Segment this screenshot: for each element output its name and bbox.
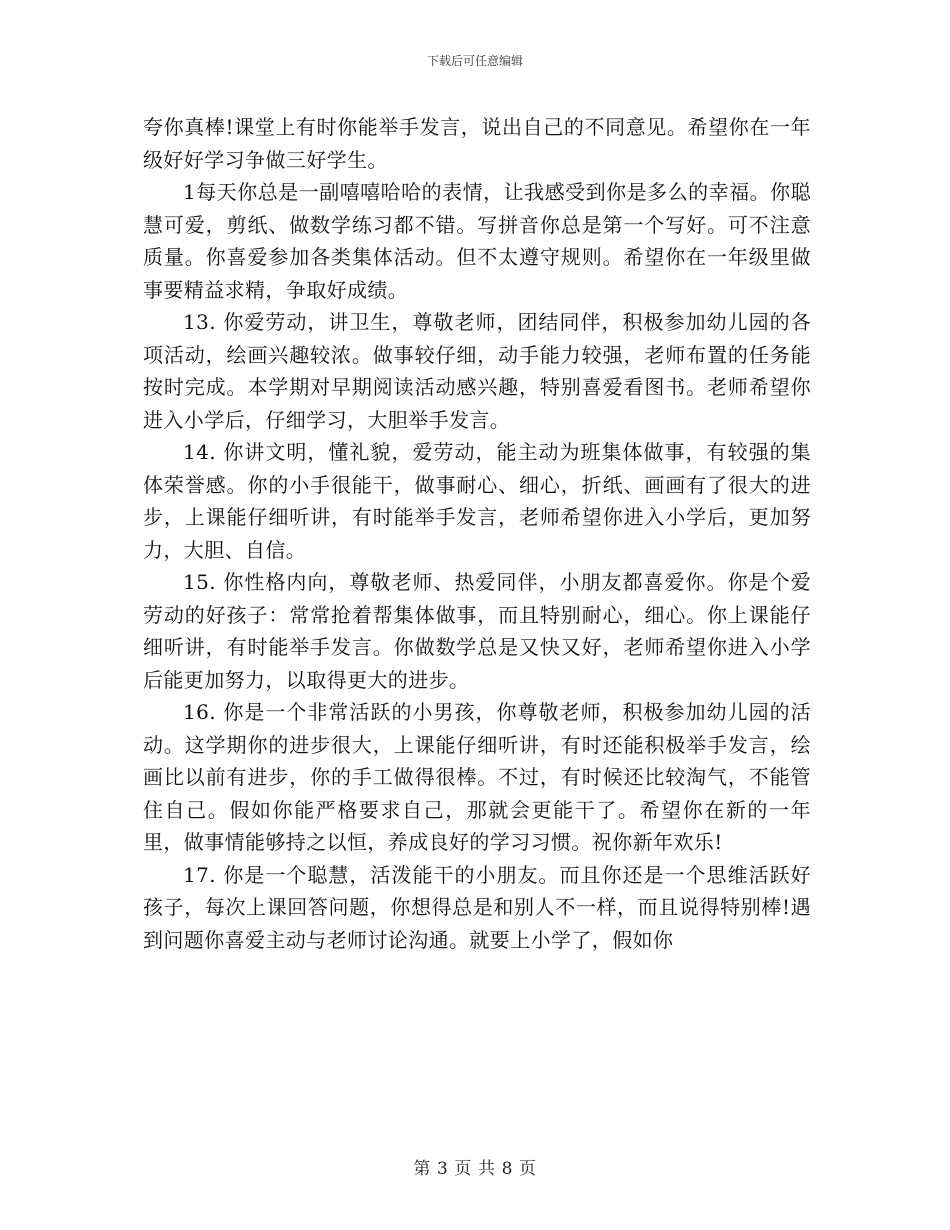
- paragraph-comment-15: 15. 你性格内向，尊敬老师、热爱同伴，小朋友都喜爱你。你是个爱劳动的好孩子：常常抢着帮集体做事，而且特别耐心，细心。你上课能仔细听讲，有时能举手发言。你做数学总是又快又好，老师希望你进入小学后能更加努力，以取得更大的进步。: [143, 570, 811, 692]
- paragraph-comment-1: 1每天你总是一副嘻嘻哈哈的表情，让我感受到你是多么的幸福。你聪慧可爱，剪纸、做数学练习都不错。写拼音你总是第一个写好。可不注意质量。你喜爱参加各类集体活动。但不太遵守规则。希望你在一年级里做事要精益求精，争取好成绩。: [143, 180, 811, 302]
- paragraph-comment-17: 17. 你是一个聪慧，活泼能干的小朋友。而且你还是一个思维活跃好孩子，每次上课回答问题，你想得总是和别人不一样，而且说得特别棒!遇到问题你喜爱主动与老师讨论沟通。就要上小学了，假如你: [143, 862, 811, 952]
- page-number-footer: 第 3 页 共 8 页: [413, 1159, 537, 1179]
- paragraph-comment-16: 16. 你是一个非常活跃的小男孩，你尊敬老师，积极参加幼儿园的活动。这学期你的进步很大，上课能仔细听讲，有时还能积极举手发言，绘画比以前有进步，你的手工做得很棒。不过，有时候还比较淘气，不能管住自己。假如你能严格要求自己，那就会更能干了。希望你在新的一年里，做事情能够持之以恒，养成良好的学习习惯。祝你新年欢乐!: [143, 700, 811, 854]
- document-body: [143, 111, 811, 956]
- paragraph-comment-13: 13. 你爱劳动，讲卫生，尊敬老师，团结同伴，积极参加幼儿园的各项活动，绘画兴趣较浓。做事较仔细，动手能力较强，老师布置的任务能按时完成。本学期对早期阅读活动感兴趣，特别喜爱看图书。老师希望你进入小学后，仔细学习，大胆举手发言。: [143, 310, 811, 432]
- paragraph-comment-14: 14. 你讲文明，懂礼貌，爱劳动，能主动为班集体做事，有较强的集体荣誉感。你的小手很能干，做事耐心、细心，折纸、画画有了很大的进步，上课能仔细听讲，有时能举手发言，老师希望你进入小学后，更加努力，大胆、自信。: [143, 440, 811, 562]
- paragraph-continuation: 夸你真棒!课堂上有时你能举手发言，说出自己的不同意见。希望你在一年级好好学习争做三好学生。: [143, 115, 811, 172]
- page-header: 下载后可任意编辑: [426, 54, 523, 68]
